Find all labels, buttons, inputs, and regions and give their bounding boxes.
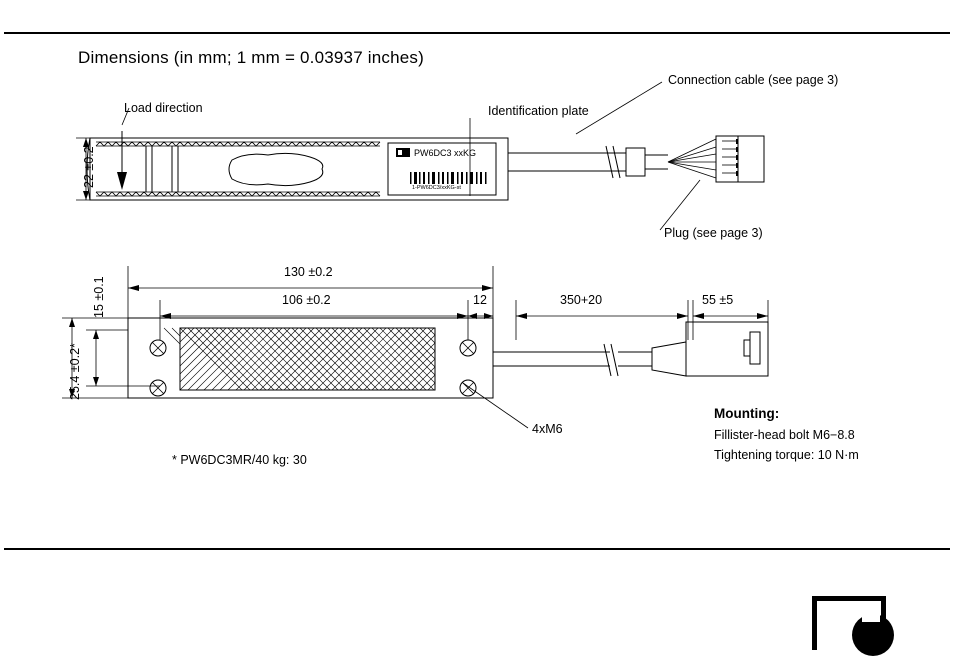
- dim-label-350: 350+20: [560, 293, 603, 307]
- dim-label-12: 12: [473, 293, 487, 307]
- brand-logo-cut: [862, 604, 880, 622]
- mounting-torque: Tightening torque: 10 N·m: [714, 448, 859, 462]
- dim-15: [86, 330, 160, 386]
- label-connection-cable: Connection cable (see page 3): [668, 73, 839, 87]
- load-direction-arrow: [117, 108, 129, 190]
- nameplate-type-text: PW6DC3 xxKG: [414, 148, 477, 158]
- dim-label-106: 106 ±0.2: [282, 293, 331, 307]
- dim-label-55: 55 ±5: [702, 293, 734, 307]
- top-view-cable: [508, 139, 716, 178]
- mounting-bolt: Fillister-head bolt M6−8.8: [714, 428, 855, 442]
- label-load-direction: Load direction: [124, 101, 203, 115]
- dim-label-25-4: 25.4 ±0.2*: [68, 343, 82, 400]
- nameplate-barcode-text: 1-PW6DC3/xxKG-st: [412, 185, 461, 191]
- footnote-variant: * PW6DC3MR/40 kg: 30: [172, 453, 307, 467]
- label-4xm6: 4xM6: [532, 422, 563, 436]
- dim-label-15: 15 ±0.1: [92, 276, 106, 318]
- page-title: Dimensions (in mm; 1 mm = 0.03937 inches): [78, 48, 424, 67]
- dim-label-130: 130 ±0.2: [284, 265, 333, 279]
- label-plug: Plug (see page 3): [664, 226, 763, 240]
- plug-connector-top: [716, 136, 764, 182]
- mounting-heading: Mounting:: [714, 406, 780, 421]
- dim-label-22: 22 ±0.2: [82, 146, 96, 188]
- plug-connector-bottom: [686, 322, 768, 376]
- bottom-view-cable: [493, 342, 686, 376]
- label-identification-plate: Identification plate: [488, 104, 589, 118]
- leader-plug: [660, 180, 700, 230]
